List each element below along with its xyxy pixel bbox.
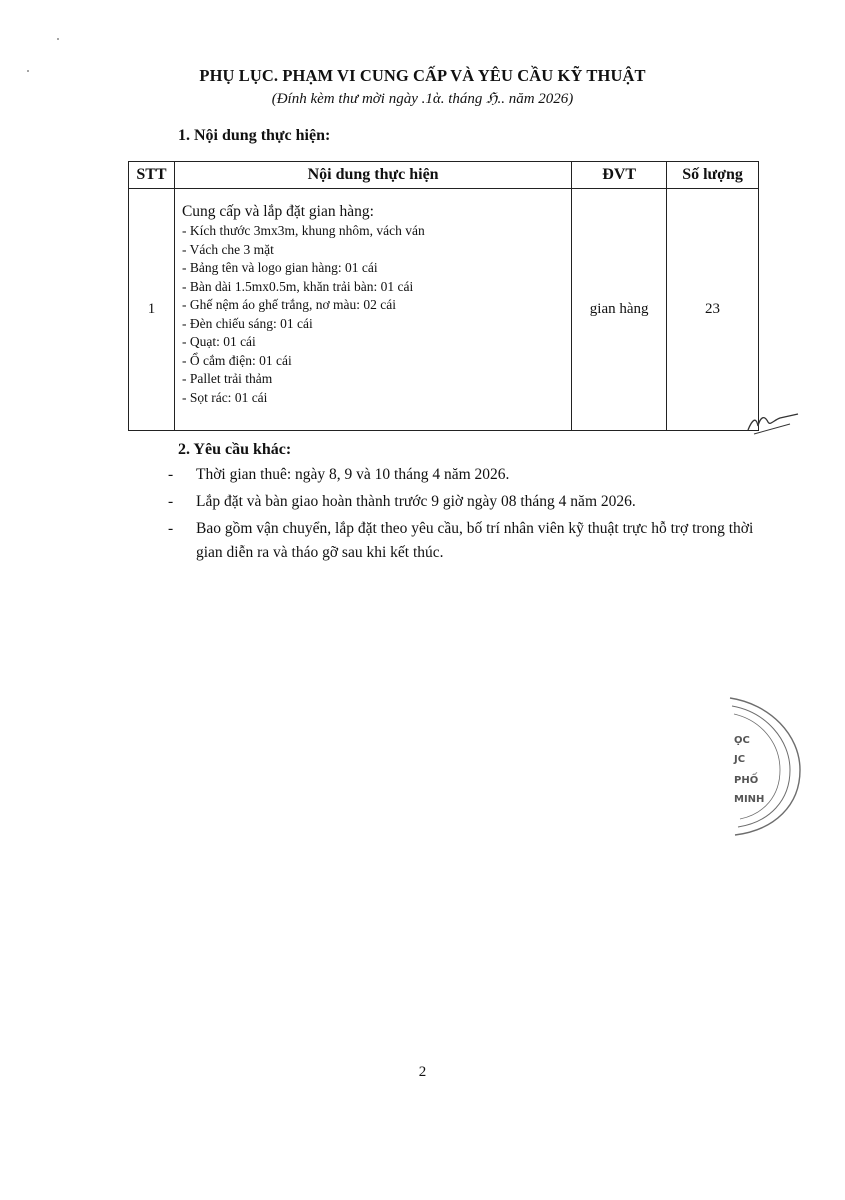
cell-stt: 1 xyxy=(129,189,175,431)
list-item: - Quạt: 01 cái xyxy=(181,334,256,349)
requirement-text: Thời gian thuê: ngày 8, 9 và 10 tháng 4 năm 2026. xyxy=(196,466,510,483)
list-item: - Pallet trải thảm xyxy=(181,371,273,386)
content-item-list xyxy=(182,222,565,407)
page-number: 2 xyxy=(418,1064,427,1080)
list-dash: - xyxy=(168,466,174,483)
header-unit: ĐVT xyxy=(572,162,667,189)
list-item: - Ghế nệm áo ghế trắng, nơ màu: 02 cái xyxy=(181,297,397,312)
table-row xyxy=(129,189,759,431)
requirement-text: Bao gồm vận chuyển, lắp đặt theo yêu cầu, bố trí nhân viên kỹ thuật trực hỗ trợ trong thời gian diễn ra và tháo gỡ sau khi kết thúc. xyxy=(196,520,754,561)
list-item xyxy=(168,490,768,514)
requirements-list xyxy=(168,463,768,568)
list-item: - Kích thước 3mx3m, khung nhôm, vách ván xyxy=(181,223,425,238)
header-content: Nội dung thực hiện xyxy=(174,162,571,189)
list-item: - Bàn dài 1.5mx0.5m, khăn trải bàn: 01 cái xyxy=(181,278,414,294)
cell-content xyxy=(174,189,571,431)
list-dash: - xyxy=(168,493,174,510)
content-intro: Cung cấp và lắp đặt gian hàng: xyxy=(181,203,374,220)
requirement-text: Lắp đặt và bàn giao hoàn thành trước 9 giờ ngày 08 tháng 4 năm 2026. xyxy=(196,493,636,510)
cell-unit: gian hàng xyxy=(572,189,667,431)
list-item xyxy=(168,463,768,487)
scan-speck xyxy=(57,38,59,40)
list-dash: - xyxy=(168,520,174,537)
scan-speck xyxy=(27,70,29,72)
stamp-text: PHỐ xyxy=(734,775,759,786)
list-item: - Vách che 3 mặt xyxy=(181,241,274,257)
header-stt: STT xyxy=(129,162,175,189)
signature-mark xyxy=(740,408,800,438)
stamp-text: MINH xyxy=(734,794,765,805)
document-title: PHỤ LỤC. PHẠM VI CUNG CẤP VÀ YÊU CẦU KỸ THUẬT xyxy=(199,66,646,85)
list-item: - Đèn chiếu sáng: 01 cái xyxy=(181,315,313,331)
header-quantity: Số lượng xyxy=(667,162,759,189)
scope-table xyxy=(128,161,759,431)
list-item: - Bảng tên và logo gian hàng: 01 cái xyxy=(181,260,378,275)
list-item: - Ổ cắm điện: 01 cái xyxy=(181,352,292,368)
stamp-text: ỌC xyxy=(734,735,750,746)
stamp-text: JC xyxy=(734,754,746,765)
table-header-row xyxy=(129,162,759,189)
list-item xyxy=(168,517,768,565)
document-subtitle: (Đính kèm thư mời ngày .1ὰ. tháng ℌ.. năm 2026) xyxy=(271,91,574,107)
section-1-heading: 1. Nội dung thực hiện: xyxy=(178,127,331,144)
list-item: - Sọt rác: 01 cái xyxy=(181,389,268,405)
section-2-heading: 2. Yêu cầu khác: xyxy=(178,441,292,458)
official-stamp xyxy=(690,690,810,840)
cell-quantity: 23 xyxy=(667,189,759,431)
